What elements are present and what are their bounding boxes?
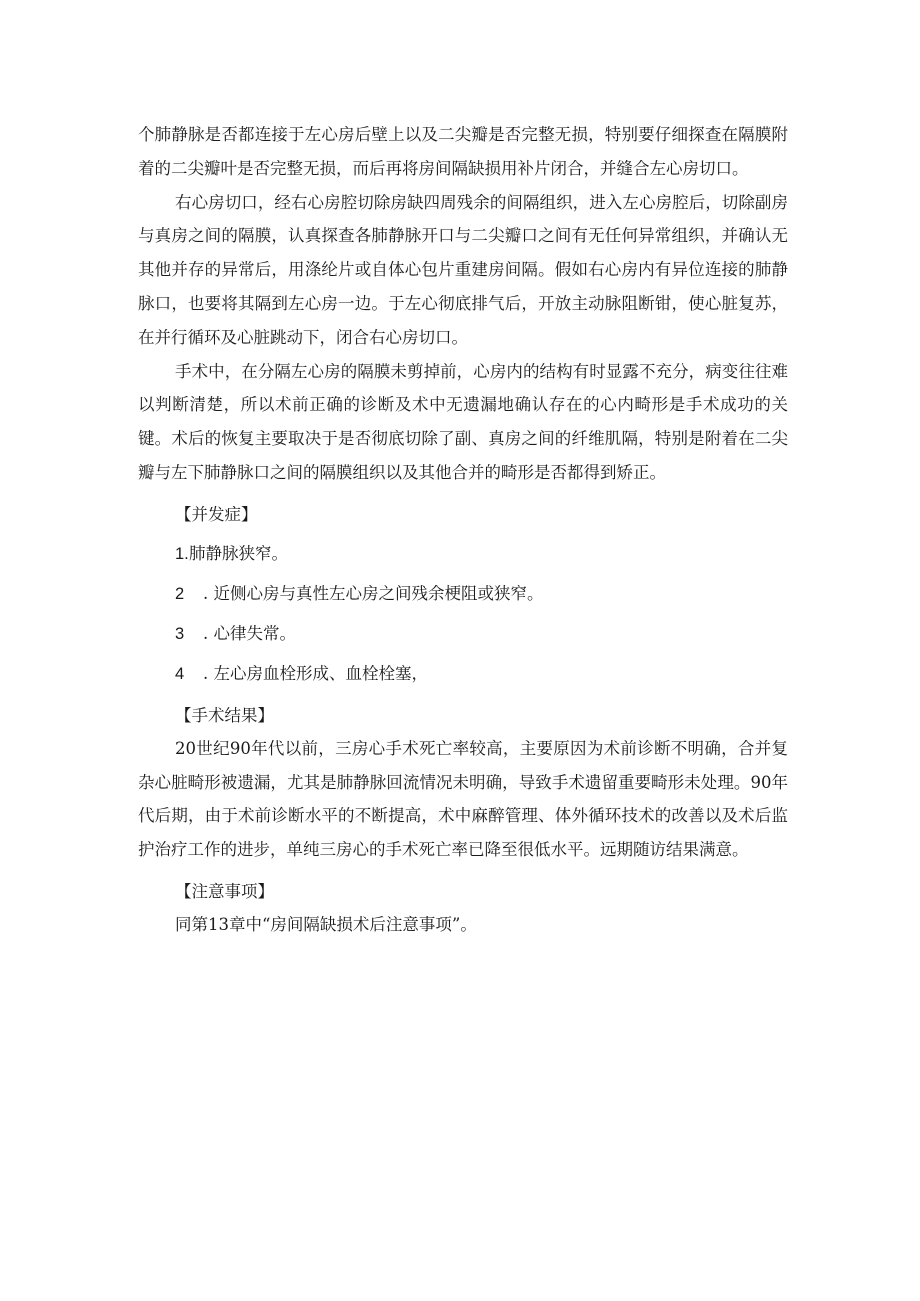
list-item-complication-3 [175,617,788,651]
paragraph-surgery-left-atrium: 个肺静脉是否都连接于左心房后壁上以及二尖瓣是否完整无损，特别要仔细探查在隔膜附着的二尖瓣叶是否完整无损，而后再将房间隔缺损用补片闭合，并缝合左心房切口。 [138,125,788,178]
paragraph-surgery-right-atrium: 右心房切口，经右心房腔切除房缺四周残余的间隔组织，进入左心房腔后，切除副房与真房之间的隔膜，认真探查各肺静脉开口与二尖瓣口之间有无任何异常组织，并确认无其他并存的异常后，用涤纶片或自体心包片重建房间隔。假如右心房内有异位连接的肺静脉口，也要将其隔到左心房一边。于左心彻底排气后，开放主动脉阻断钳，使心脏复苏，在并行循环及心脏跳动下，闭合右心房切口。 [138,192,788,347]
list-item-complication-1 [175,537,788,571]
paragraph-surgery-notes: 手术中，在分隔左心房的隔膜未剪掉前，心房内的结构有时显露不充分，病变往往难以判断清楚，所以术前正确的诊断及术中无遗漏地确认存在的心内畸形是手术成功的关键。术后的恢复主要取决于是否彻底切除了副、真房之间的纤维肌隔，特别是附着在二尖瓣与左下肺静脉口之间的隔膜组织以及其他合并的畸形是否都得到矫正。 [138,361,788,482]
heading-surgical-results: 【手术结果】 [175,705,274,725]
list-item-complication-4 [175,657,788,691]
paragraph-surgical-results: 20世纪90年代以前，三房心手术死亡率较高，主要原因为术前诊断不明确，合并复杂心脏畸形被遗漏，尤其是肺静脉回流情况未明确，导致手术遗留重要畸形未处理。90年代后期，由于术前诊断水平的不断提高，术中麻醉管理、体外循环技术的改善以及术后监护治疗工作的进步，单纯三房心的手术死亡率已降至很低水平。远期随访结果满意。 [138,738,788,860]
paragraph-precautions: 同第13章中“房间隔缺损术后注意事项”。 [175,914,477,934]
list-item-text: . 近侧心房与真性左心房之间残余梗阻或狭窄。 [203,583,544,603]
list-item-text: . 左心房血栓形成、血栓栓塞， [203,663,428,683]
list-item-text: . 心律失常。 [203,623,296,643]
list-item-text: 肺静脉狭窄。 [189,543,288,563]
list-item-number: 3 [175,624,185,643]
heading-complications: 【并发症】 [175,504,258,524]
list-item-number: 1. [175,544,189,563]
heading-precautions: 【注意事项】 [175,881,274,901]
list-item-complication-2 [175,577,788,611]
list-item-number: 4 [175,664,185,683]
list-item-number: 2 [175,584,185,603]
document-page [138,118,788,942]
